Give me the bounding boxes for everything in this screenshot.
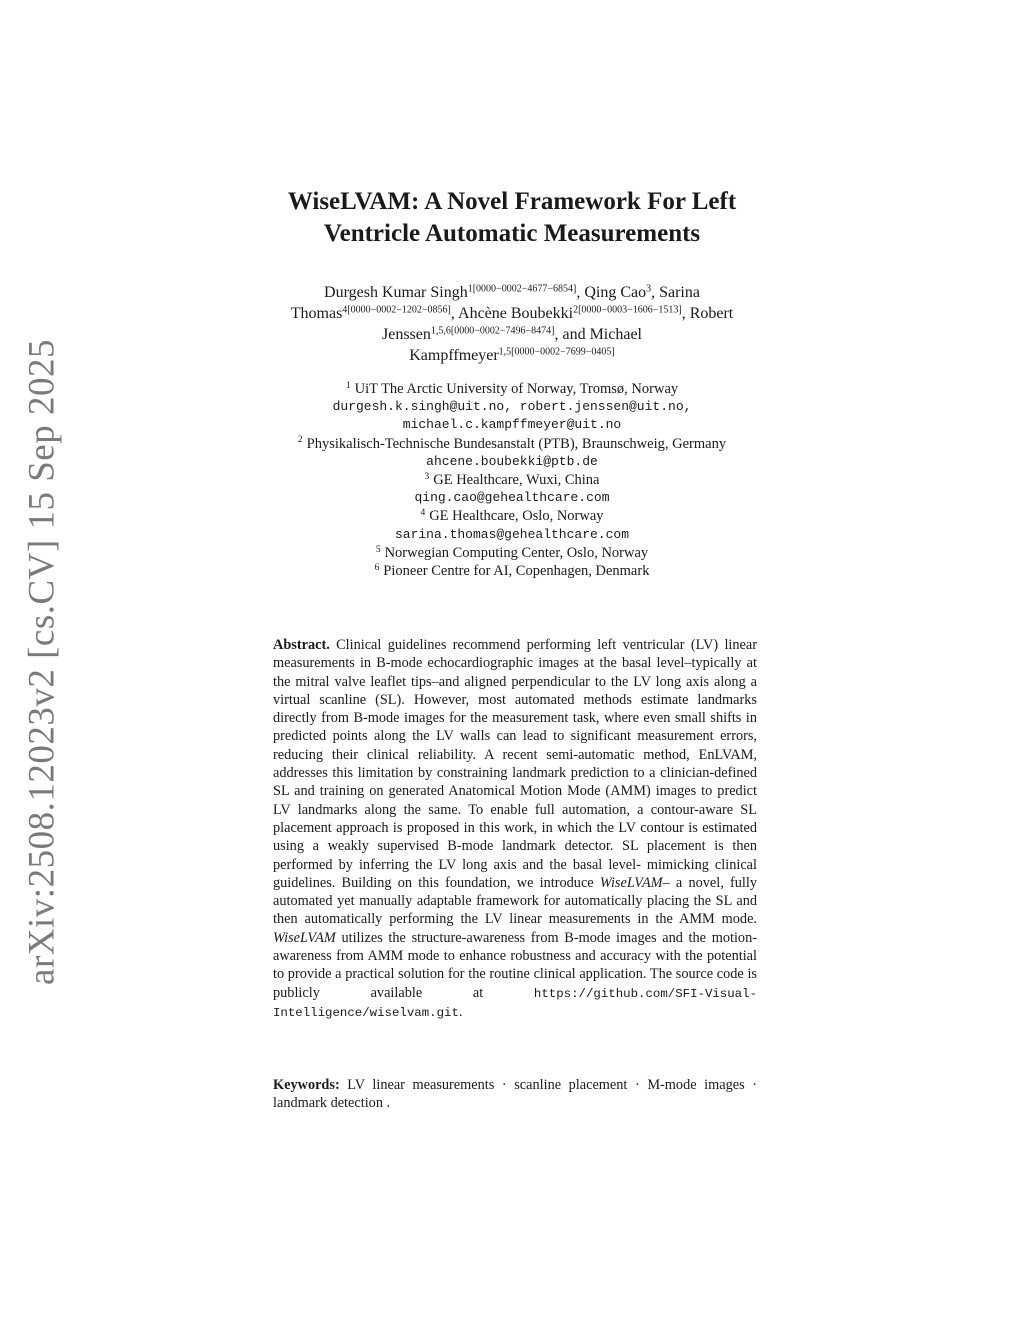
affiliation-text: GE Healthcare, Wuxi, China [433, 472, 600, 489]
abstract-label: Abstract. [273, 637, 330, 653]
arxiv-identifier-text: arXiv:2508.12023v2 [cs.CV] 15 Sep 2025 [21, 339, 63, 985]
source-code-link[interactable]: https://github.com/SFI-Visual-Intelligence/wiselvam.git [273, 986, 757, 1020]
author-line-4 [212, 345, 812, 366]
author-name: , Robert [681, 305, 734, 322]
author-name: Thomas [290, 305, 343, 322]
affiliations [212, 380, 812, 580]
author-orcid-sup: 4[0000−0002−1202−0856] [342, 304, 451, 316]
affiliation-text: GE Healthcare, Oslo, Norway [429, 508, 604, 525]
author-orcid-sup: 1[0000−0002−4677−6854] [467, 283, 577, 295]
author-line-1 [212, 282, 812, 303]
affiliation-num: 1 [345, 380, 351, 391]
author-name: , Qing Cao [576, 284, 647, 301]
affiliation-6 [212, 562, 812, 580]
affiliation-email: qing.cao@gehealthcare.com [414, 490, 610, 506]
paper-title [212, 186, 812, 250]
title-line-1: WiseLVAM: A Novel Framework For Left [287, 188, 737, 215]
abstract-emphasis: WiseLVAM [599, 874, 663, 891]
affiliation-email: sarina.thomas@gehealthcare.com [394, 526, 630, 542]
affiliation-text: Pioneer Centre for AI, Copenhagen, Denmark [383, 563, 650, 580]
abstract-text: Clinical guidelines recommend performing left ventricular (LV) linear measurements in B-mode echocardiographic images at the basal level–typically at the mitral valve leaflet tips–and aligned perpendicular to the LV long axis along a virtual scanline (SL). However, most automated methods estimate landmarks directly from B-mode images for the measurement task, where even small shifts in predicted points along the LV walls can lead to significant measurement errors, reducing their clinical reliability. A recent semi-automatic method, EnLVAM, addresses this limitation by constraining landmark prediction to a clinician-defined SL and training on generated Anatomical Motion Mode (AMM) images to predict LV landmarks along the same. To enable full automation, a contour-aware SL placement approach is proposed in this work, in which the LV contour is estimated using a weakly supervised B-mode landmark detector. SL placement is then performed by inferring the LV long axis and the basal level- mimicking clinical guidelines. Building on this foundation, we introduce [273, 637, 757, 891]
affiliation-text: Physikalisch-Technische Bundesanstalt (PTB), Braunschweig, Germany [306, 435, 727, 452]
title-line-2: Ventricle Automatic Measurements [323, 220, 701, 247]
abstract-text: utilizes the structure-awareness from B-mode images and the motion-awareness from AMM mode to enhance robustness and accuracy with the potential to provide a practical solution for the routine clinical application. The source code is publicly available at [273, 929, 757, 1001]
author-name: Kampffmeyer [409, 347, 499, 364]
keywords-text: LV linear measurements · scanline placement · M-mode images · landmark detection . [273, 1077, 757, 1112]
affiliation-num: 3 [424, 471, 430, 482]
author-orcid-sup: 1,5,6[0000−0002−7496−8474] [430, 325, 555, 337]
author-orcid-sup: 1,5[0000−0002−7699−0405] [498, 346, 615, 358]
abstract [273, 636, 757, 1022]
affiliation-num: 4 [420, 508, 426, 519]
keywords-label: Keywords: [273, 1077, 340, 1093]
affiliation-1 [212, 380, 812, 398]
author-name: , Sarina [651, 284, 700, 301]
abstract-end: . [458, 1003, 463, 1020]
author-line-2 [212, 303, 812, 324]
affiliation-4 [212, 507, 812, 525]
abstract-emphasis: WiseLVAM [273, 929, 336, 946]
affiliation-2 [212, 435, 812, 453]
author-orcid-sup: 2[0000−0003−1606−1513] [573, 304, 682, 316]
affiliation-5 [212, 544, 812, 562]
affiliation-3 [212, 471, 812, 489]
affiliation-email: michael.c.kampffmeyer@uit.no [402, 417, 622, 433]
affiliation-num: 6 [374, 562, 380, 573]
author-line-3 [212, 324, 812, 345]
author-affil-sup: 3 [646, 283, 652, 295]
author-name: , and Michael [554, 326, 642, 343]
affiliation-text: UiT The Arctic University of Norway, Tromsø, Norway [354, 381, 679, 397]
author-name: Jenssen [381, 326, 431, 343]
keywords [273, 1076, 757, 1113]
affiliation-num: 2 [297, 435, 303, 446]
abstract-text: – a novel, fully automated yet manually adaptable framework for automatically placing the SL and then automatically performing the LV linear measurements in the AMM mode. [273, 874, 757, 928]
affiliation-email: durgesh.k.singh@uit.no, robert.jenssen@uit.no, [332, 399, 692, 415]
affiliation-email: ahcene.boubekki@ptb.de [426, 453, 598, 469]
affiliation-num: 5 [375, 544, 381, 555]
author-name: , Ahcène Boubekki [450, 305, 574, 322]
author-list [212, 282, 812, 366]
author-name: Durgesh Kumar Singh [324, 284, 468, 301]
affiliation-text: Norwegian Computing Center, Oslo, Norway [384, 544, 649, 561]
